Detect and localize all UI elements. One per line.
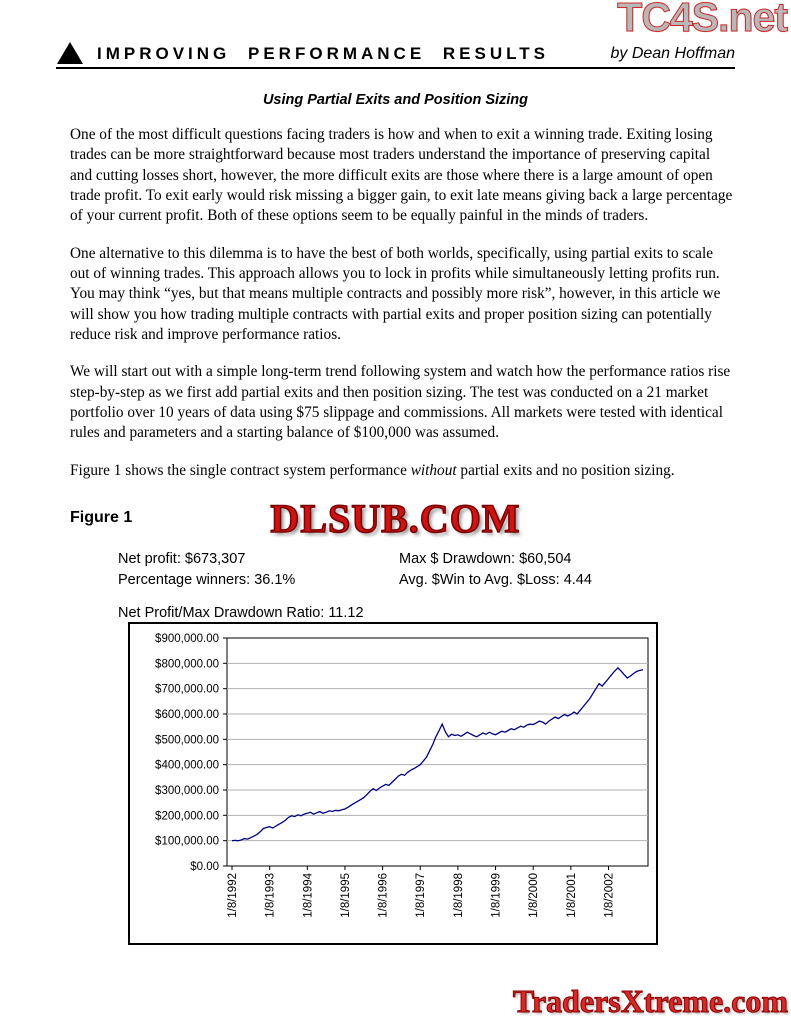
header	[57, 44, 735, 64]
figure-intro-before: Figure 1 shows the single contract system performance	[70, 461, 411, 479]
svg-text:$200,000.00: $200,000.00	[155, 810, 219, 823]
stats-grid	[118, 551, 791, 588]
stat-max-drawdown: Max $ Drawdown: $60,504	[399, 551, 572, 568]
svg-text:1/8/1997: 1/8/1997	[415, 873, 428, 918]
svg-text:1/8/1992: 1/8/1992	[227, 873, 239, 918]
paragraph-1: One of the most difficult questions facing traders is how and when to exit a winning trade. Exiting losing trades can be more straightforward because most traders understand the importance of preserving capital and cutting losses short, however, the more difficult exits are those where there is a large amount of open trade profit. To exit early would risk missing a bigger gain, to exit late means giving back a large percentage of your current profit. Both of these options seem to be equally painful in the minds of traders.	[70, 126, 733, 225]
svg-text:1/8/1999: 1/8/1999	[490, 873, 503, 918]
svg-text:$0.00: $0.00	[190, 861, 219, 873]
equity-curve-svg	[130, 624, 656, 943]
article-subtitle: Using Partial Exits and Position Sizing	[262, 92, 529, 108]
stat-net-profit: Net profit: $673,307	[118, 551, 246, 568]
paragraph-3: We will start out with a simple long-term trend following system and watch how the performance ratios rise step-by-step as we first add partial exits and then position sizing. The test was conducted on a 21 market portfolio over 10 years of data using $75 slippage and commissions. All markets were tested with identical rules and parameters and a starting balance of $100,000 was assumed.	[70, 363, 731, 442]
figure-intro-after: partial exits and no position sizing.	[456, 461, 675, 479]
page-title: IMPROVING PERFORMANCE RESULTS	[97, 44, 549, 63]
footer-site-logo: TradersXtreme.com	[512, 983, 788, 1019]
figure-intro-italic: without	[410, 461, 457, 479]
header-divider	[56, 67, 735, 69]
figure-header	[0, 495, 791, 543]
svg-text:1/8/2000: 1/8/2000	[528, 873, 541, 918]
svg-text:$500,000.00: $500,000.00	[155, 734, 219, 747]
svg-text:1/8/1996: 1/8/1996	[377, 873, 390, 918]
stat-net-profit-drawdown-ratio: Net Profit/Max Drawdown Ratio: 11.12	[118, 605, 364, 622]
figure-intro	[70, 461, 733, 481]
svg-text:1/8/2001: 1/8/2001	[565, 873, 578, 918]
svg-text:$700,000.00: $700,000.00	[155, 683, 219, 696]
triangle-icon	[57, 42, 83, 64]
equity-curve-chart	[128, 622, 658, 945]
svg-text:$300,000.00: $300,000.00	[155, 785, 219, 797]
watermark-logo: DLSUB.COM	[270, 496, 521, 542]
svg-text:$900,000.00: $900,000.00	[155, 633, 219, 645]
svg-text:1/8/2002: 1/8/2002	[603, 873, 616, 918]
svg-text:$600,000.00: $600,000.00	[155, 709, 219, 721]
stat-avg-win-loss: Avg. $Win to Avg. $Loss: 4.44	[399, 572, 592, 589]
svg-text:$100,000.00: $100,000.00	[155, 835, 219, 848]
byline: by Dean Hoffman	[610, 45, 735, 62]
svg-text:1/8/1994: 1/8/1994	[302, 873, 315, 918]
svg-text:1/8/1993: 1/8/1993	[264, 873, 277, 918]
stat-percentage-winners: Percentage winners: 36.1%	[118, 572, 296, 589]
svg-text:$800,000.00: $800,000.00	[155, 658, 219, 671]
svg-text:1/8/1998: 1/8/1998	[452, 873, 465, 918]
svg-text:$400,000.00: $400,000.00	[155, 759, 219, 772]
site-logo: TC4S.net	[617, 0, 787, 40]
figure-label: Figure 1	[70, 509, 133, 527]
stats-block	[118, 551, 791, 621]
paragraph-2: One alternative to this dilemma is to have the best of both worlds, specifically, using partial exits to scale out of winning trades. This approach allows you to lock in profits while simultaneously letting profits run. You may think “yes, but that means multiple contracts and possibly more risk”, however, in this article we will show you how trading multiple contracts with partial exits and proper position sizing can potentially reduce risk and improve performance ratios.	[70, 244, 721, 344]
svg-text:1/8/1995: 1/8/1995	[339, 873, 352, 918]
